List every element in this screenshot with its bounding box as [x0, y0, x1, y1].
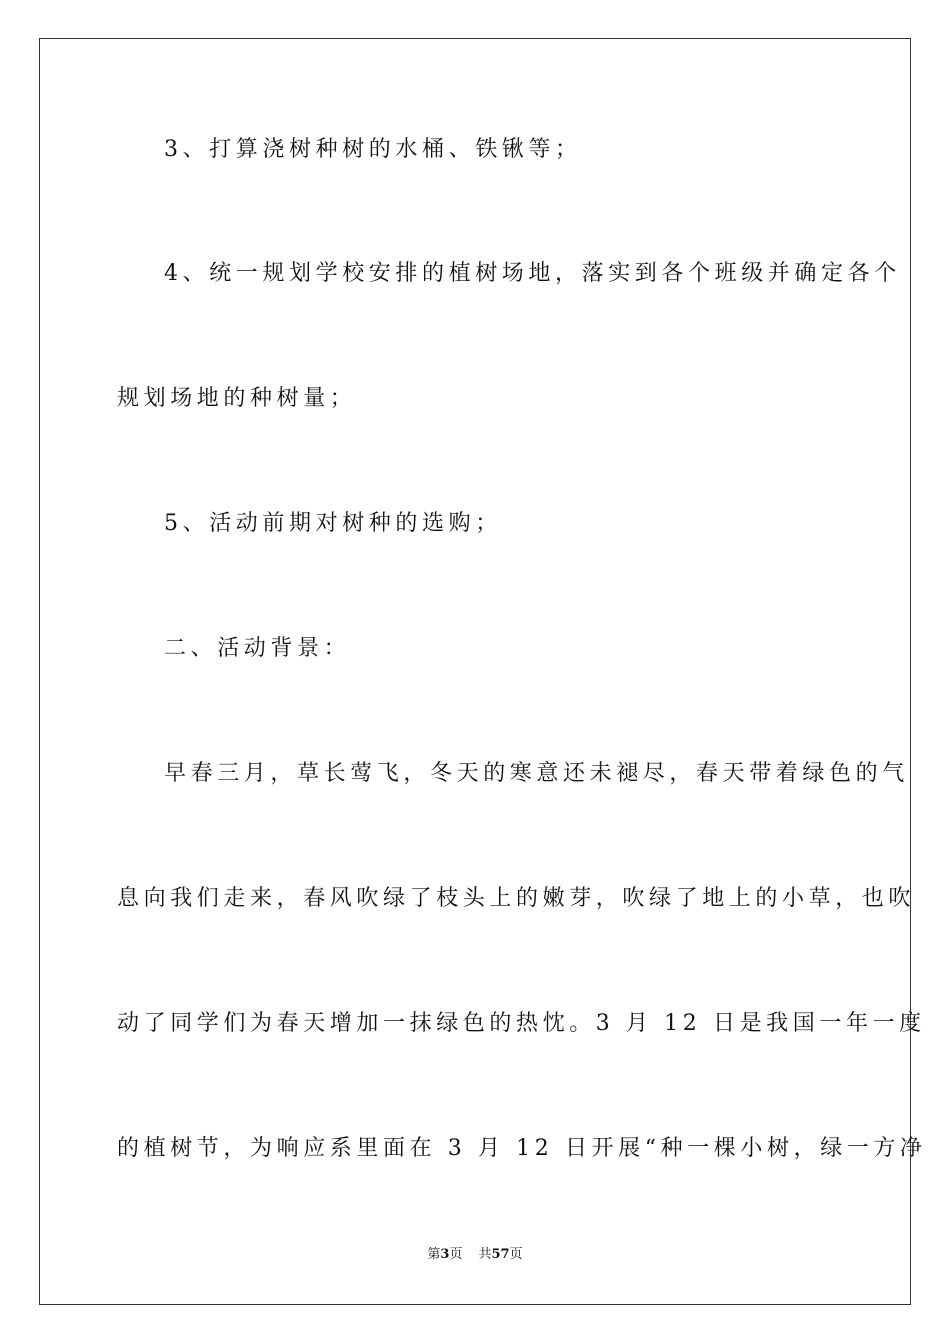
paragraph-line-6: 早春三月，草长莺飞，冬天的寒意还未褪尽，春天带着绿色的气	[164, 761, 909, 786]
footer-total-suffix: 页	[509, 1247, 523, 1262]
footer-page-prefix: 第	[427, 1247, 441, 1262]
paragraph-line-8: 动了同学们为春天增加一抹绿色的热忱。3 月 12 日是我国一年一度	[117, 1011, 926, 1036]
footer-page-suffix: 页	[449, 1247, 463, 1262]
section-heading: 二、活动背景：	[164, 636, 351, 661]
footer-total-pages: 57	[491, 1247, 510, 1262]
paragraph-line-1: 3、打算浇树种树的水桶、铁锹等；	[164, 137, 582, 162]
paragraph-line-3: 规划场地的种树量；	[117, 386, 357, 411]
paragraph-line-7: 息向我们走来，春风吹绿了枝头上的嫩芽，吹绿了地上的小草，也吹	[117, 886, 916, 911]
paragraph-line-9: 的植树节，为响应系里面在 3 月 12 日开展“种一棵小树，绿一方净	[117, 1136, 927, 1161]
page-border	[39, 38, 911, 1305]
footer-page-number: 3	[440, 1247, 450, 1262]
footer-total-prefix: 共	[478, 1247, 492, 1262]
page-footer	[0, 1246, 950, 1264]
paragraph-line-2: 4、统一规划学校安排的植树场地，落实到各个班级并确定各个	[164, 261, 901, 286]
paragraph-line-4: 5、活动前期对树种的选购；	[164, 511, 502, 536]
